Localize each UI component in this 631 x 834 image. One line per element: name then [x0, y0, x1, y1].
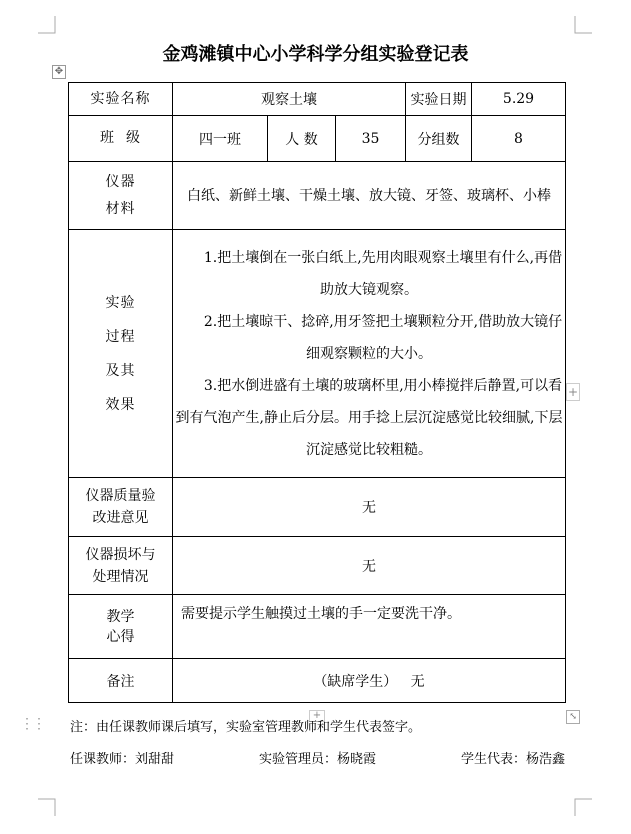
damage-value[interactable]: 无: [173, 537, 566, 595]
remarks-label: 备注: [69, 659, 173, 703]
table-row: [69, 478, 566, 537]
manager-signature: 实验管理员：杨晓霞: [258, 752, 376, 767]
process-content[interactable]: [173, 230, 566, 478]
materials-label-line2: 材料: [105, 200, 136, 217]
materials-label: [69, 162, 173, 230]
quality-label-line1: 仪器质量验: [85, 488, 156, 504]
table-row: [69, 230, 566, 478]
experiment-name-label: 实验名称: [69, 83, 173, 116]
process-label-line: 效果: [105, 396, 136, 413]
page-corner-top-right: [574, 16, 592, 34]
damage-label: [69, 537, 173, 595]
table-row: [69, 162, 566, 230]
reflection-label: [69, 595, 173, 659]
table-row: [69, 659, 566, 703]
student-count-label: 人 数: [268, 116, 336, 162]
process-step: 2.把土壤晾干、捻碎,用牙签把土壤颗粒分开,借助放大镜仔细观察颗粒的大小。: [203, 313, 563, 362]
reflection-value[interactable]: 需要提示学生触摸过土壤的手一定要洗干净。: [173, 595, 566, 659]
quality-label-line2: 改进意见: [92, 510, 149, 526]
damage-label-line1: 仪器损坏与: [85, 546, 156, 563]
reflection-label-line1: 教学: [106, 608, 135, 625]
class-value[interactable]: 四一班: [173, 116, 268, 162]
page-corner-bottom-right: [574, 798, 592, 816]
experiment-name-value[interactable]: 观察土壤: [173, 83, 406, 116]
experiment-table: [68, 82, 566, 703]
reflection-label-line2: 心得: [106, 628, 135, 645]
table-row: [69, 83, 566, 116]
teacher-signature: 任课教师：刘甜甜: [70, 752, 175, 767]
page-corner-top-left: [38, 16, 56, 34]
document-title: 金鸡滩镇中心小学科学分组实验登记表: [162, 44, 469, 65]
remarks-value[interactable]: （缺席学生） 无: [173, 659, 566, 703]
student-signature: 学生代表：杨浩鑫: [460, 752, 565, 767]
process-step: 3.把水倒进盛有土壤的玻璃杯里,用小棒搅拌后静置,可以看到有气泡产生,静止后分层。用手捻上层沉淀感觉比较细腻,下层沉淀感觉比较粗糙。: [175, 377, 563, 458]
signature-line: [70, 748, 565, 767]
damage-label-line2: 处理情况: [92, 568, 149, 585]
resize-icon[interactable]: ⤡: [566, 710, 580, 724]
experiment-date-label: 实验日期: [406, 83, 472, 116]
process-label-line: 实验: [105, 294, 136, 311]
footnote: 注：由任课教师课后填写，实验室管理教师和学生代表签字。: [70, 720, 422, 735]
move-icon[interactable]: ✥: [52, 65, 66, 79]
student-count-value[interactable]: 35: [336, 116, 406, 162]
table-row: [69, 595, 566, 659]
process-step: 1.把土壤倒在一张白纸上,先用肉眼观察土壤里有什么,再借助放大镜观察。: [203, 249, 563, 298]
materials-label-line1: 仪器: [105, 173, 136, 190]
group-count-value[interactable]: 8: [472, 116, 566, 162]
drag-handle-icon[interactable]: ⋮⋮: [20, 716, 44, 732]
class-label: 班 级: [69, 116, 173, 162]
group-count-label: 分组数: [406, 116, 472, 162]
plus-icon[interactable]: +: [567, 385, 579, 399]
process-label-line: 过程: [105, 328, 136, 345]
plus-icon[interactable]: +: [309, 710, 325, 722]
quality-value[interactable]: 无: [173, 478, 566, 537]
table-row: [69, 537, 566, 595]
experiment-date-value[interactable]: 5.29: [472, 83, 566, 116]
process-label-line: 及其: [105, 362, 136, 379]
materials-value[interactable]: 白纸、新鲜土壤、干燥土壤、放大镜、牙签、玻璃杯、小棒: [173, 162, 566, 230]
process-label: [69, 230, 173, 478]
quality-label: [69, 478, 173, 537]
page-corner-bottom-left: [38, 798, 56, 816]
table-row: [69, 116, 566, 162]
